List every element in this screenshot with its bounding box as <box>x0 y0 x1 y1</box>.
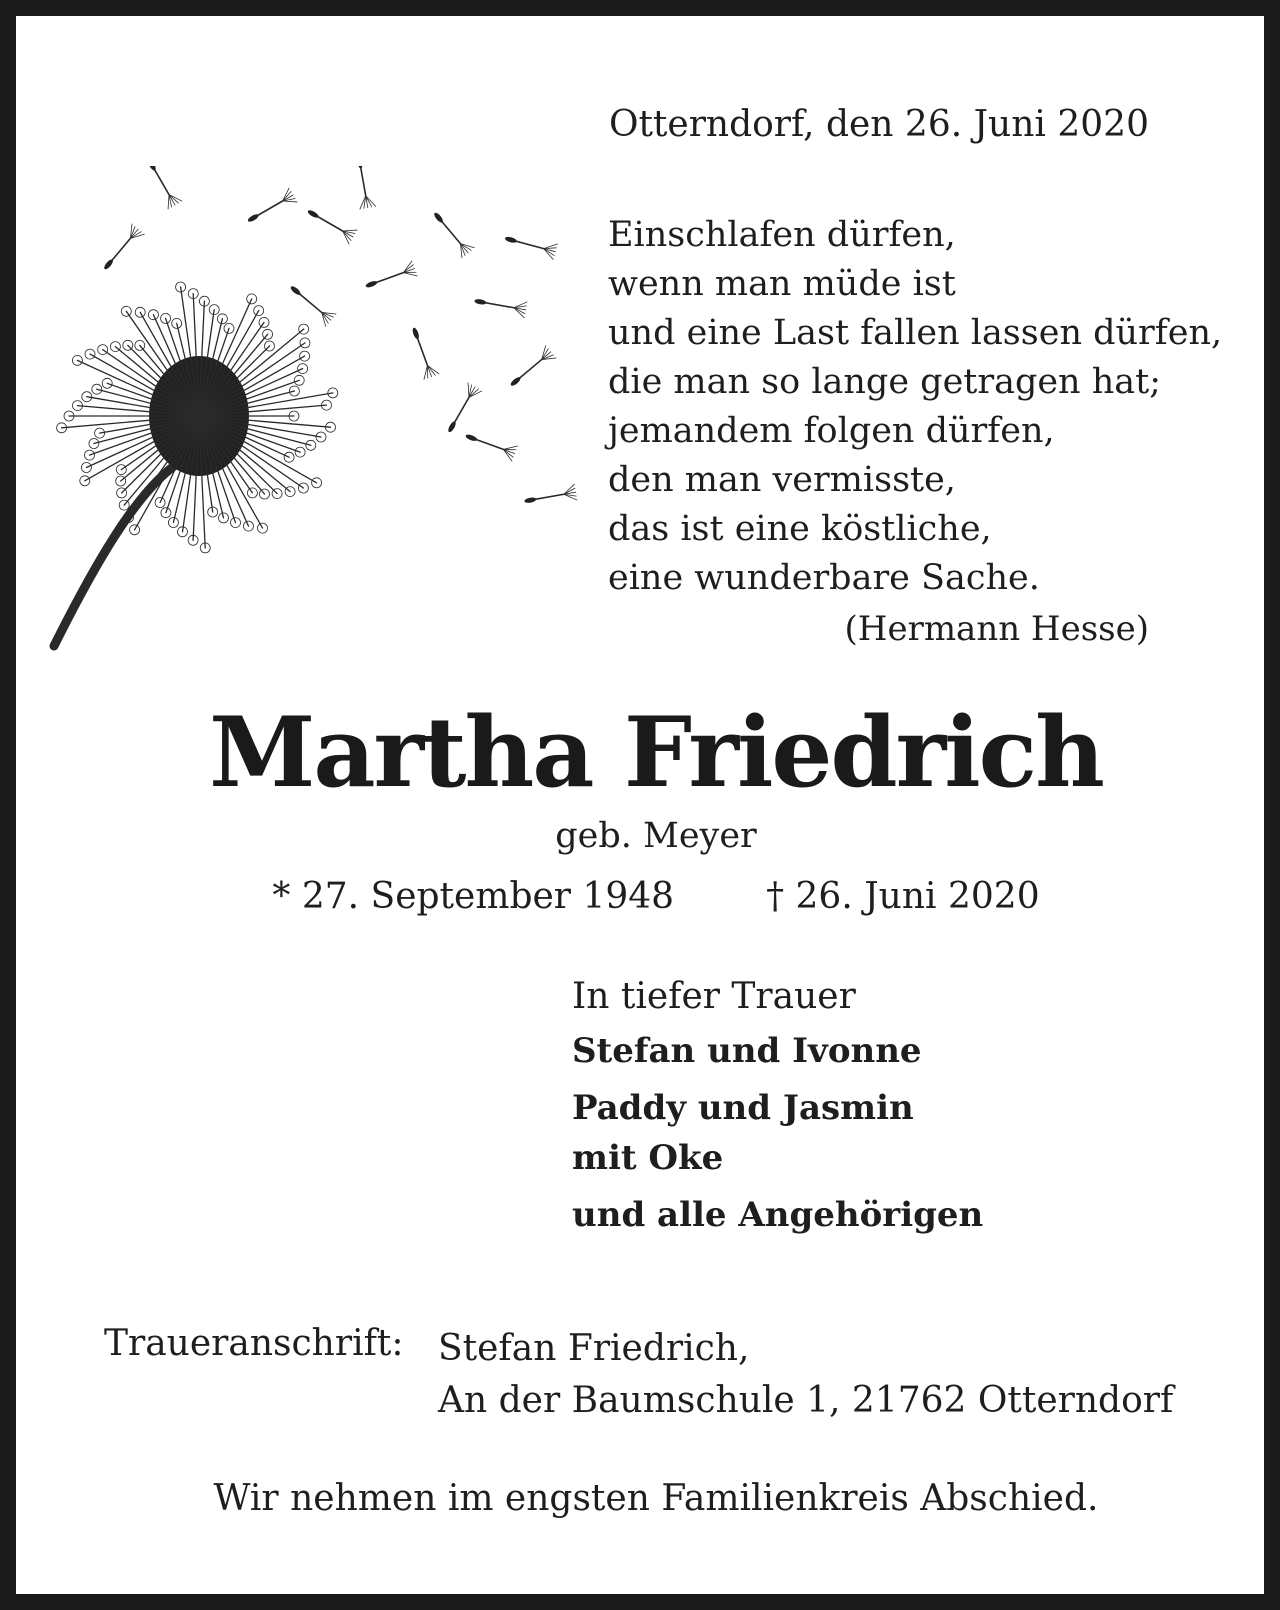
address-line: An der Baumschule 1, 21762 Otterndorf <box>438 1380 1174 1421</box>
birth-date: * 27. September 1948 <box>272 876 675 917</box>
mourner-name: Paddy und Jasmin <box>572 1088 914 1128</box>
poem-line: und eine Last fallen lassen dürfen, <box>608 313 1223 353</box>
address-line: Stefan Friedrich, <box>438 1328 750 1369</box>
poem <box>608 211 1222 603</box>
poem-line: Einschlafen dürfen, <box>608 215 956 255</box>
address-label: Traueranschrift: <box>104 1323 404 1364</box>
closing-note: Wir nehmen im engsten Familienkreis Abschied. <box>213 1478 1099 1519</box>
poem-line: eine wunderbare Sache. <box>608 558 1040 598</box>
death-date: † 26. Juni 2020 <box>766 876 1040 917</box>
deceased-name: Martha Friedrich <box>209 696 1103 809</box>
born-name: geb. Meyer <box>555 816 757 856</box>
mourner-name: mit Oke <box>572 1138 724 1178</box>
mourning-intro: In tiefer Trauer <box>572 976 856 1017</box>
mourner-name: und alle Angehörigen <box>572 1195 984 1235</box>
dandelion-icon <box>34 166 594 666</box>
poem-line: wenn man müde ist <box>608 264 956 304</box>
poem-line: das ist eine köstliche, <box>608 509 992 549</box>
mourner-name: Stefan und Ivonne <box>572 1031 922 1071</box>
poem-author: (Hermann Hesse) <box>844 609 1149 649</box>
address <box>438 1323 1173 1427</box>
poem-line: die man so lange getragen hat; <box>608 362 1161 402</box>
life-dates <box>16 876 1280 917</box>
place-date: Otterndorf, den 26. Juni 2020 <box>608 104 1149 145</box>
poem-line: den man vermisste, <box>608 460 956 500</box>
poem-line: jemandem folgen dürfen, <box>608 411 1055 451</box>
